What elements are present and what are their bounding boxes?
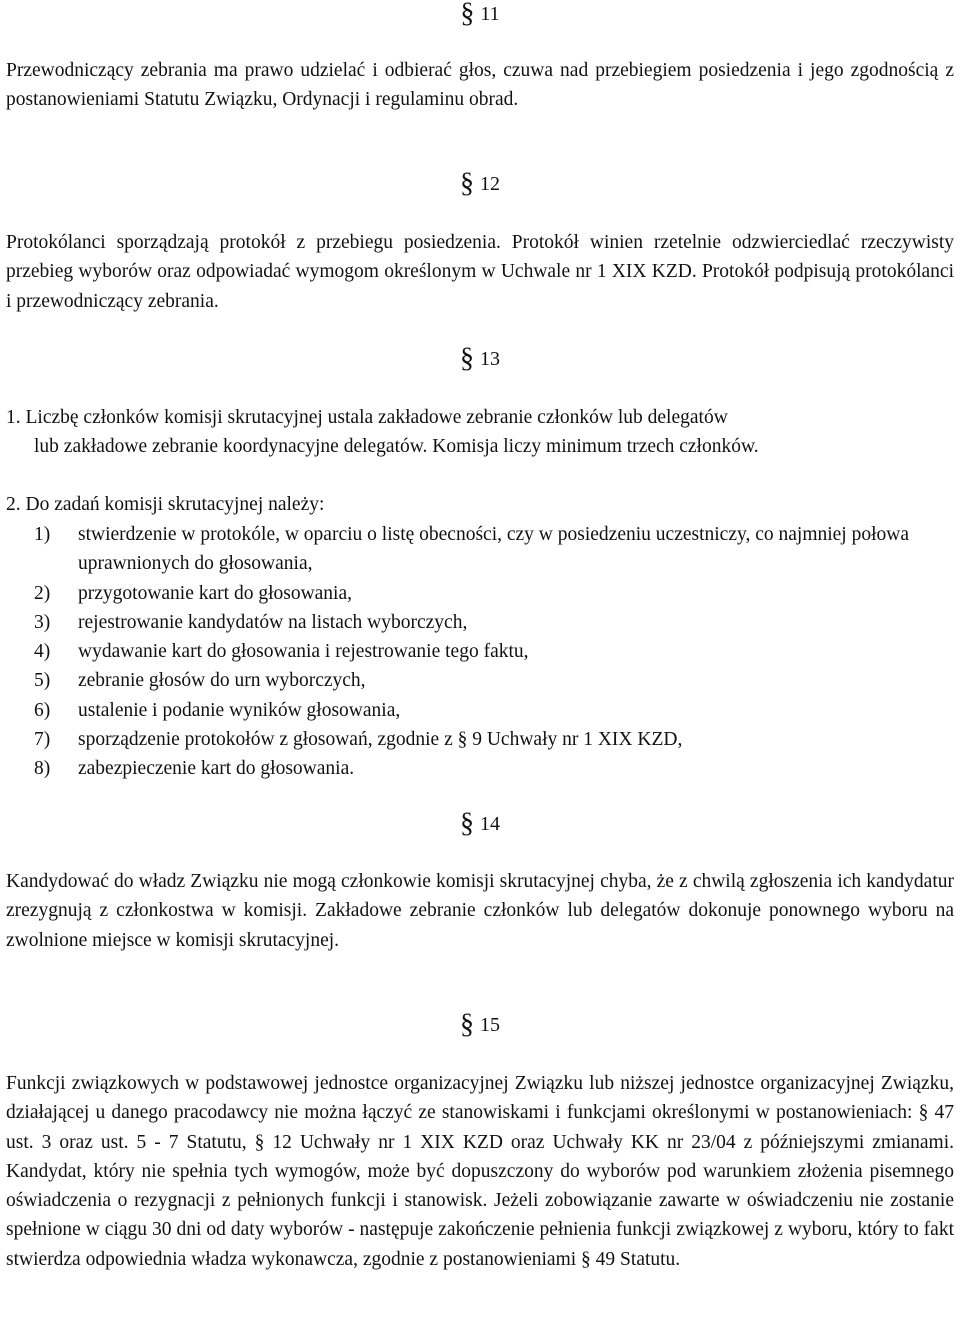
section-13-point-2 bbox=[6, 490, 954, 519]
section-number: 15 bbox=[480, 1014, 500, 1036]
section-15-body bbox=[6, 1069, 954, 1274]
section-15-heading bbox=[0, 1009, 960, 1040]
list-item: 5) zebranie głosów do urn wyborczych, bbox=[34, 670, 366, 692]
tasks-list bbox=[34, 520, 954, 784]
section-12-heading bbox=[0, 168, 960, 199]
section-14-heading bbox=[0, 808, 960, 839]
paragraph: Protokólanci sporządzają protokół z przebiegu posiedzenia. Protokół winien rzetelnie odzwierciedlać rzeczywisty przebieg wyborów oraz odpowiadać wymogom określonym w Uchwale nr 1 XIX KZD. Protokół podpisują protokólanci i przewodniczący zebrania. bbox=[6, 232, 954, 312]
section-13-heading bbox=[0, 343, 960, 374]
section-number: 14 bbox=[480, 813, 500, 835]
section-sign: § bbox=[460, 1009, 474, 1040]
paragraph: Przewodniczący zebrania ma prawo udzielać i odbierać głos, czuwa nad przebiegiem posiedzenia i jego zgodnością z postanowieniami Statutu Związku, Ordynacji i regulaminu obrad. bbox=[6, 60, 954, 111]
section-sign: § bbox=[460, 343, 474, 374]
section-14-body bbox=[6, 867, 954, 955]
section-sign: § bbox=[460, 808, 474, 839]
section-12-body bbox=[6, 228, 954, 316]
section-sign: § bbox=[460, 168, 474, 199]
paragraph: Kandydować do władz Związku nie mogą członkowie komisji skrutacyjnej chyba, że z chwilą zgłoszenia ich kandydatur zrezygnują z członkostwa w komisji. Zakładowe zebranie członków lub delegatów dokonuje ponownego wyboru na zwolnione miejsce w komisji skrutacyjnej. bbox=[6, 871, 954, 951]
point-text-continued: lub zakładowe zebranie koordynacyjne delegatów. Komisja liczy minimum trzech członków. bbox=[34, 436, 759, 458]
section-number: 13 bbox=[480, 348, 500, 370]
list-item: 2) przygotowanie kart do głosowania, bbox=[34, 582, 353, 604]
point-number: 2. bbox=[6, 494, 21, 515]
list-item: 6) ustalenie i podanie wyników głosowania, bbox=[34, 699, 401, 721]
list-item: 8) zabezpieczenie kart do głosowania. bbox=[34, 758, 355, 780]
section-11-body bbox=[6, 56, 954, 115]
point-text: Do zadań komisji skrutacyjnej należy: bbox=[25, 494, 325, 515]
section-number: 11 bbox=[480, 3, 500, 25]
section-13-point-1 bbox=[6, 403, 954, 462]
list-item: 3) rejestrowanie kandydatów na listach wyborczych, bbox=[34, 611, 468, 633]
list-item: 4) wydawanie kart do głosowania i rejestrowanie tego faktu, bbox=[34, 641, 529, 663]
section-number: 12 bbox=[480, 173, 500, 195]
list-item: 1) stwierdzenie w protokóle, w oparciu o listę obecności, czy w posiedzeniu uczestniczy, co najmniej połowa uprawnionych do głosowania, bbox=[34, 524, 910, 575]
section-sign: § bbox=[460, 0, 475, 29]
point-number: 1. bbox=[6, 407, 21, 428]
paragraph: Funkcji związkowych w podstawowej jednostce organizacyjnej Związku lub niższej jednostce organizacyjnej Związku, działającej u danego pracodawcy nie można łączyć ze stanowiskami i funkcjami określonymi w postanowieniach: § 47 ust. 3 oraz ust. 5 - 7 Statutu, § 12 Uchwały nr 1 XIX KZD oraz Uchwały KK nr 23/04 z późniejszymi zmianami. Kandydat, który nie spełnia tych wymogów, może być dopuszczony do wyborów pod warunkiem złożenia pisemnego oświadczenia o rezygnacji z pełnionych funkcji i stanowisk. Jeżeli zobowiązanie zawarte w oświadczeniu nie zostanie spełnione w ciągu 30 dni od daty wyborów - następuje zakończenie pełnienia funkcji związkowej z wyboru, który to fakt stwierdza odpowiednia władza wykonawcza, zgodnie z postanowieniami § 49 Statutu. bbox=[6, 1073, 954, 1270]
point-text: Liczbę członków komisji skrutacyjnej ustala zakładowe zebranie członków lub delegatów bbox=[25, 407, 728, 428]
list-item: 7) sporządzenie protokołów z głosowań, zgodnie z § 9 Uchwały nr 1 XIX KZD, bbox=[34, 729, 683, 751]
section-11-heading bbox=[0, 0, 960, 29]
